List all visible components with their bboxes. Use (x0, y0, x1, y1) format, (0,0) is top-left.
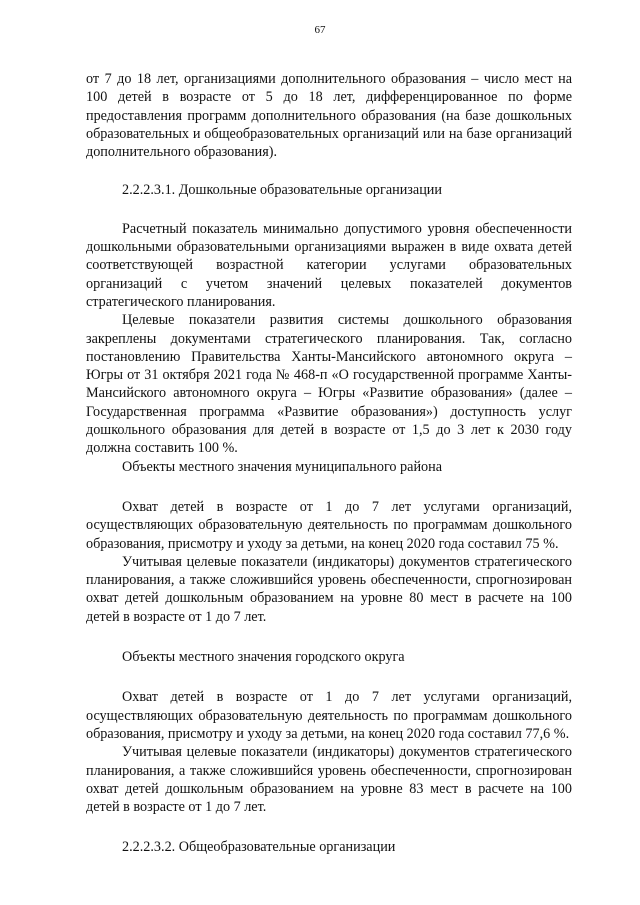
document-body (86, 70, 572, 857)
section-heading-preschool: 2.2.2.3.1. Дошкольные образовательные организации (122, 182, 442, 199)
subheading-urban-district: Объекты местного значения городского округа (122, 649, 405, 666)
paragraph-calculated-indicator: Расчетный показатель минимально допустимого уровня обеспеченности дошкольными образовательными организациями выражен в виде охвата детей соответствующей возрастной категории услугами образовательных организаций с учетом значений целевых показателей документов стратегического планирования. (86, 220, 572, 310)
paragraph-continuation: от 7 до 18 лет, организациями дополнительного образования – число мест на 100 детей в возрасте от 5 до 18 лет, дифференцированное по форме предоставления программ дополнительного образования (на базе дошкольных образовательных и общеобразовательных организаций или на базе организаций дополнительного образования). (86, 71, 572, 161)
page-number: 67 (314, 24, 326, 36)
subheading-municipal-district: Объекты местного значения муниципального района (122, 458, 443, 475)
paragraph-district-forecast: Учитывая целевые показатели (индикаторы) документов стратегического планирования, а также сложившийся уровень обеспеченности, спрогнозирован охват детей дошкольным образованием на уровне 80 мест в расчете на 100 детей в возрасте от 1 до 7 лет. (86, 553, 572, 625)
paragraph-urban-coverage: Охват детей в возрасте от 1 до 7 лет услугами организаций, осуществляющих образовательную деятельность по программам дошкольного образования, присмотру и уходу за детьми, на конец 2020 года составил 77,6 %. (86, 689, 572, 742)
paragraph-urban-forecast: Учитывая целевые показатели (индикаторы) документов стратегического планирования, а также сложившийся уровень обеспеченности, спрогнозирован охват детей дошкольным образованием на уровне 83 мест в расчете на 100 детей в возрасте от 1 до 7 лет. (86, 744, 572, 816)
paragraph-target-indicators: Целевые показатели развития системы дошкольного образования закреплены документами стратегического планирования. Так, согласно постановлению Правительства Ханты-Мансийского автономного округа – Югры от 31 октября 2021 года № 468-п «О государственной программе Ханты-Мансийского автономного округа – Югры «Развитие образования» (далее – Государственная программа «Развитие образования») доступность услуг дошкольного образования для детей в возрасте от 1,5 до 3 лет к 2030 году должна составить 100 %. (86, 312, 572, 457)
paragraph-district-coverage: Охват детей в возрасте от 1 до 7 лет услугами организаций, осуществляющих образовательную деятельность по программам дошкольного образования, присмотру и уходу за детьми, на конец 2020 года составил 75 %. (86, 498, 572, 552)
section-heading-general-education: 2.2.2.3.2. Общеобразовательные организации (122, 839, 396, 856)
